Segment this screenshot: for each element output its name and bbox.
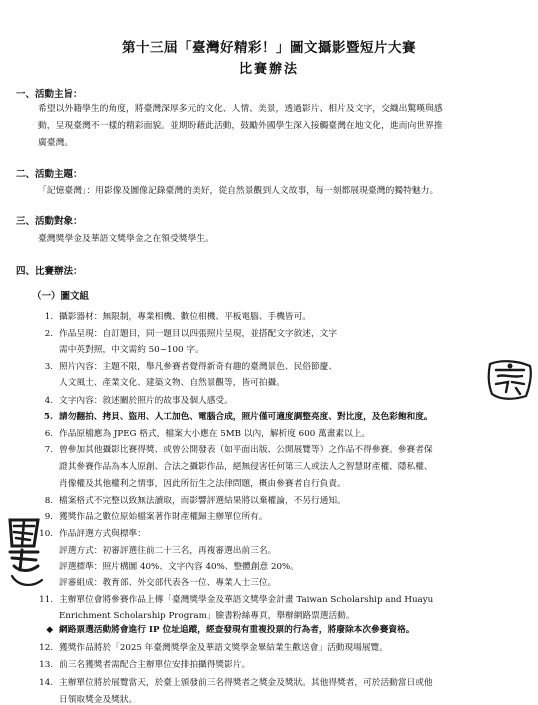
rule-item bbox=[38, 658, 250, 670]
rule-item bbox=[38, 693, 137, 705]
rule-text: 主辦單位將於展覽當天，於臺上頒發前三名得獎者之獎金及獎狀。其他得獎者，可於活動當日或他 bbox=[59, 678, 433, 688]
rule-item bbox=[38, 576, 276, 588]
rule-number: 9. bbox=[44, 512, 53, 522]
rule-text: 請勿翻拍、拷貝、盜用、人工加色、電腦合成，照片僅可適度調整亮度、對比度，及色彩飽和度。 bbox=[59, 412, 433, 422]
rule-text: 肖像權及其他權利之情事，因此所衍生之法律問題，概由參賽者自行負責。 bbox=[59, 479, 346, 489]
rule-item bbox=[38, 360, 337, 372]
rule-text: 網路票選活動將會進行 IP 位址追蹤，經查發現有重複投票的行為者，將廢除本次參賽資格。 bbox=[59, 625, 415, 635]
rule-item bbox=[38, 676, 433, 688]
rule-number: 5. bbox=[43, 412, 53, 422]
subsection-heading-photo: （一）圖文組 bbox=[32, 291, 90, 302]
rule-item bbox=[38, 544, 276, 556]
rule-text: 日領取獎金及獎狀。 bbox=[59, 695, 138, 705]
rule-number: 1. bbox=[44, 312, 53, 322]
rule-item bbox=[38, 394, 233, 406]
rule-text: Enrichment Scholarship Program」臉書粉絲專頁，舉辦網路票選活動。 bbox=[59, 611, 355, 621]
rule-text: 獲獎作品將於「2025 年臺灣獎學金及華語文獎學金畢結業生歡送會」活動現場展覽。 bbox=[59, 643, 388, 653]
rule-number: 14. bbox=[39, 678, 53, 688]
rule-text: 曾參加其他攝影比賽得獎、或曾公開發表（如平面出版、公開展覽等）之作品不得參賽。參賽者保 bbox=[59, 445, 433, 455]
rule-text: 攝影器材：無限制，專業相機、數位相機、平板電腦、手機皆可。 bbox=[59, 312, 311, 322]
rule-item bbox=[38, 427, 370, 439]
rule-number: ◆ bbox=[46, 625, 53, 635]
rule-item bbox=[38, 593, 433, 605]
rule-number: 10. bbox=[39, 529, 53, 539]
section-heading-purpose: 一、活動主旨： bbox=[16, 89, 83, 100]
rule-item bbox=[38, 609, 355, 621]
rule-item bbox=[38, 494, 346, 506]
section-heading-rules: 四、比賽辦法： bbox=[16, 266, 83, 277]
rule-number: 11. bbox=[39, 595, 53, 605]
rule-number: 7. bbox=[44, 445, 53, 455]
rule-item bbox=[38, 527, 146, 539]
rule-number: 8. bbox=[44, 496, 53, 506]
rule-item bbox=[38, 477, 346, 489]
rule-number: 12. bbox=[39, 643, 53, 653]
purpose-line-3: 廣臺灣。 bbox=[38, 138, 74, 148]
section-heading-theme: 二、活動主題： bbox=[16, 169, 83, 180]
rule-number: 2. bbox=[44, 329, 53, 339]
rule-number: 6. bbox=[44, 429, 53, 439]
rule-text: 主辦單位會將參賽作品上傳「臺灣獎學金及華語文獎學金計畫 Taiwan Scholarship and Huayu bbox=[59, 595, 434, 605]
rule-text: 檔案格式不完整以致無法讀取，而影響評選結果將以棄權論，不另行通知。 bbox=[59, 496, 346, 506]
rule-item bbox=[38, 443, 433, 455]
rule-number: 3. bbox=[44, 362, 53, 372]
rule-text: 作品評選方式與標準： bbox=[59, 529, 146, 539]
calligraphy-icon bbox=[4, 516, 46, 590]
rule-item bbox=[38, 460, 433, 472]
rule-text: 證其參賽作品為本人原創、合法之攝影作品，絕無侵害任何第三人或法人之智慧財產權、隱私權、 bbox=[59, 462, 433, 472]
document-subtitle: 比賽辦法 bbox=[238, 62, 299, 77]
rule-text: 前三名獲獎者需配合主辦單位安排拍攝得獎影片。 bbox=[59, 660, 251, 670]
theme-line: 「記憶臺灣」：用影像及圖像記錄臺灣的美好，從自然景觀到人文故事，每一刻都展現臺灣的獨特魅力。 bbox=[38, 186, 439, 196]
stamp-icon bbox=[486, 358, 534, 402]
rule-text: 評選方式：初審評選往前二十三名，再複審選出前三名。 bbox=[59, 546, 277, 556]
section-heading-audience: 三、活動對象： bbox=[16, 216, 83, 227]
rule-item bbox=[38, 623, 414, 635]
rule-text: 文字內容：敘述關於照片的故事及個人感受。 bbox=[59, 396, 233, 406]
rule-item bbox=[38, 376, 285, 388]
rule-text: 評審組成：教育部、外交部代表各一位、專業人士三位。 bbox=[59, 578, 277, 588]
rule-text: 獲獎作品之數位原始檔案著作財產權歸主辦單位所有。 bbox=[59, 512, 268, 522]
rule-text: 作品原檔應為 JPEG 格式，檔案大小應在 5MB 以內，解析度 600 萬畫素以上。 bbox=[59, 429, 371, 439]
document-title: 第十三屆「臺灣好精彩！」圖文攝影暨短片大賽 bbox=[122, 40, 416, 56]
purpose-line-2: 動，呈現臺灣不一樣的精彩面貌。並期盼藉此活動，鼓勵外國學生深入接觸臺灣在地文化，進而向世界推 bbox=[38, 121, 443, 131]
rule-item bbox=[38, 410, 433, 422]
rule-text: 需中英對照，中文需約 50~100 字。 bbox=[59, 345, 204, 355]
rule-text: 作品呈現：自訂題目，同一題目以四張照片呈現，並搭配文字敘述，文字 bbox=[59, 329, 337, 339]
purpose-line-1: 希望以外籍學生的角度，將臺灣深厚多元的文化、人情、美景，透過影片、相片及文字，交織出驚嘆與感 bbox=[38, 104, 443, 114]
rule-text: 評選標準：照片構圖 40%、文字內容 40%、整體創意 20%。 bbox=[59, 562, 299, 572]
rule-number: 4. bbox=[44, 396, 53, 406]
rule-item bbox=[38, 327, 337, 339]
rule-item bbox=[38, 310, 311, 322]
rule-item bbox=[38, 343, 204, 355]
rule-item bbox=[38, 560, 299, 572]
rule-text: 照片內容：主題不限，舉凡參賽者覺得新奇有趣的臺灣景色、民俗節慶、 bbox=[59, 362, 337, 372]
rule-item bbox=[38, 510, 268, 522]
audience-line: 臺灣獎學金及華語文獎學金之在領受獎學生。 bbox=[38, 234, 214, 244]
rule-text: 人文風土、產業文化、建築文物、自然景觀等，皆可拍攝。 bbox=[59, 378, 285, 388]
rule-item bbox=[38, 641, 388, 653]
rule-number: 13. bbox=[39, 660, 53, 670]
